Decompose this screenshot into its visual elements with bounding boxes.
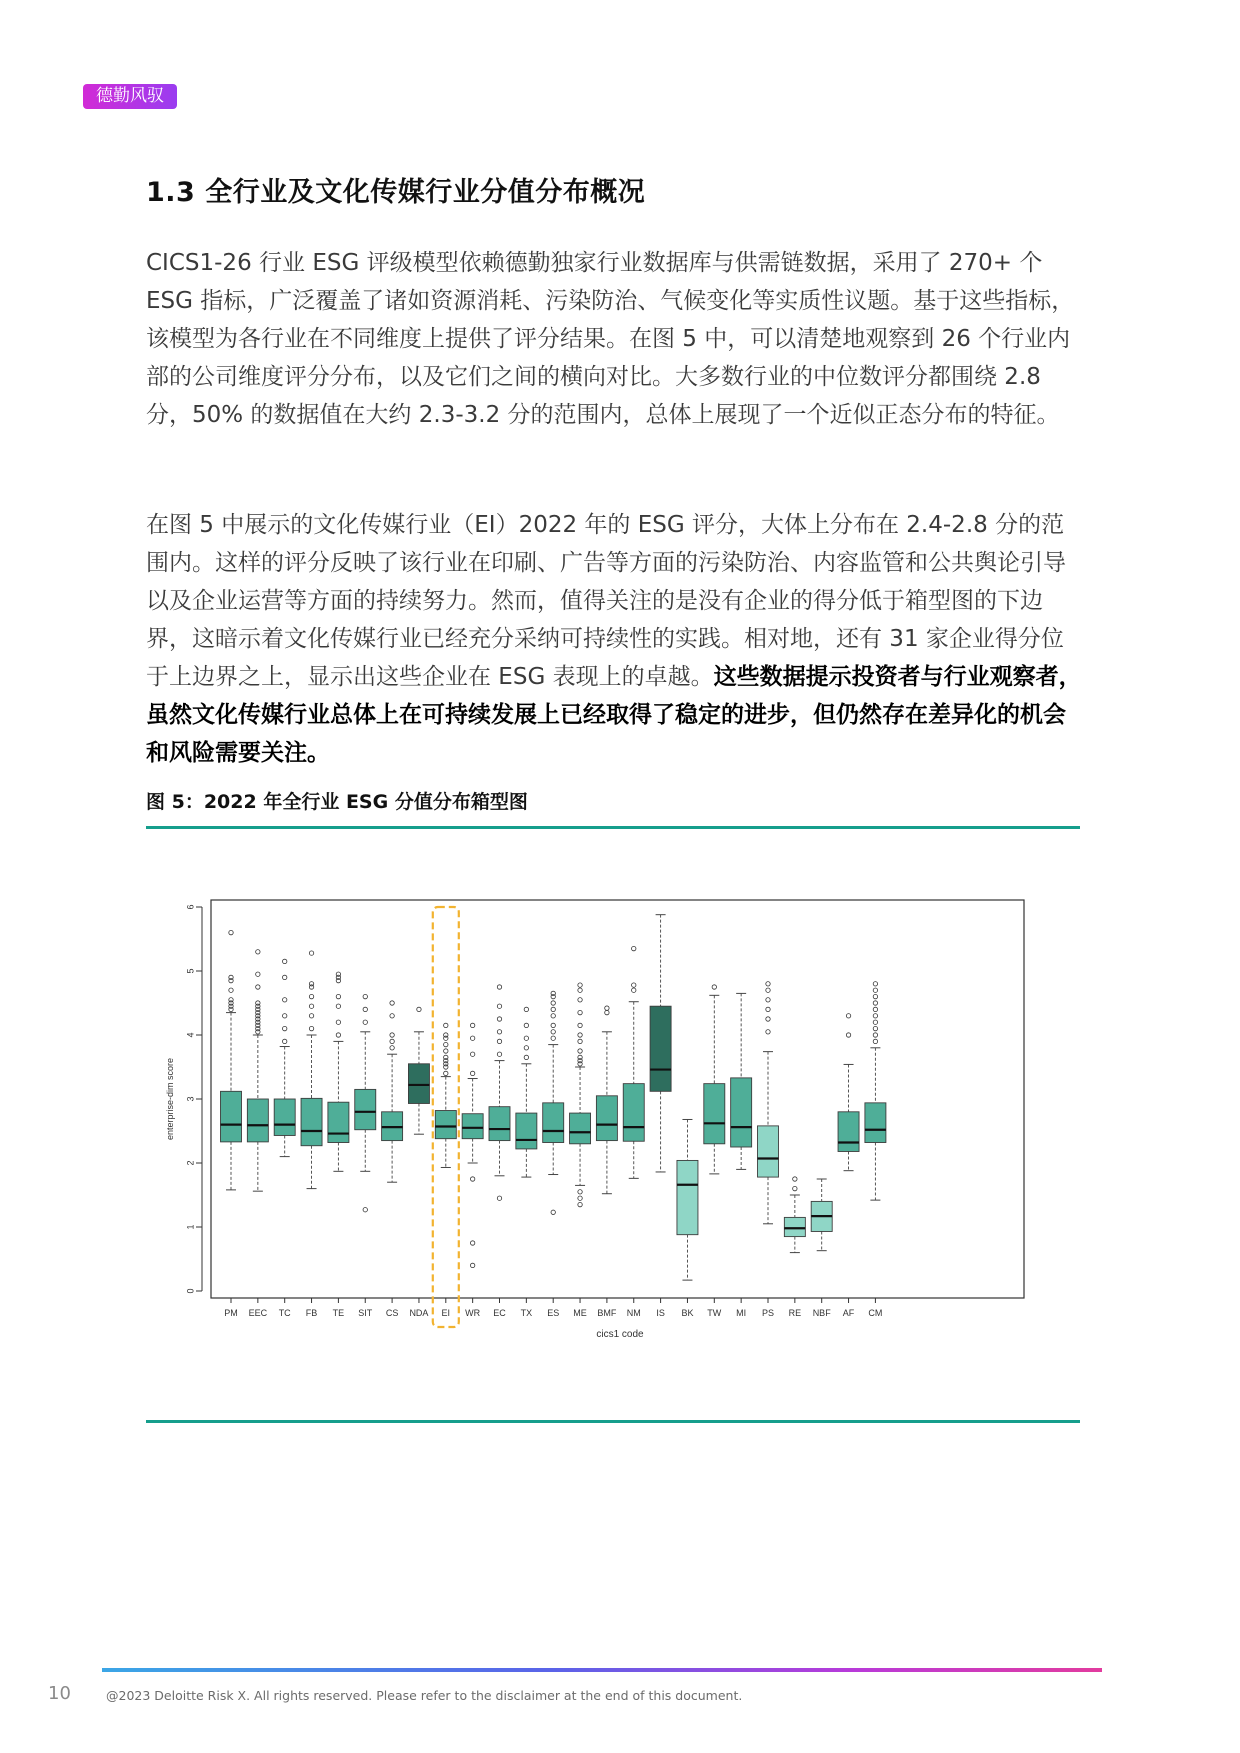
box-is <box>650 915 671 1172</box>
outlier-point <box>363 1020 367 1024</box>
y-tick-label: 0 <box>185 1288 196 1294</box>
outlier-point <box>470 1241 474 1245</box>
outlier-point <box>309 982 313 986</box>
boxplot-series <box>221 907 886 1327</box>
outlier-point <box>309 1004 313 1008</box>
x-tick-label: SIT <box>358 1308 373 1318</box>
outlier-point <box>578 1196 582 1200</box>
outlier-point <box>444 1055 448 1059</box>
outlier-point <box>551 1030 555 1034</box>
outlier-point <box>632 988 636 992</box>
box-me <box>570 983 591 1207</box>
y-tick-label: 4 <box>185 1032 196 1038</box>
box-iqr <box>623 1084 644 1142</box>
outlier-point <box>229 975 233 979</box>
box-cm <box>865 982 886 1201</box>
outlier-point <box>793 1186 797 1190</box>
box-mi <box>731 993 752 1169</box>
y-axis <box>185 904 202 1293</box>
box-nm <box>623 946 644 1178</box>
outlier-point <box>256 950 260 954</box>
section-tag: 德勤风驭 <box>83 84 177 109</box>
outlier-point <box>390 1001 394 1005</box>
outlier-point <box>551 1210 555 1214</box>
box-ps <box>758 982 779 1224</box>
x-tick-label: BMF <box>597 1308 617 1318</box>
outlier-point <box>793 1177 797 1181</box>
box-iqr <box>784 1217 805 1236</box>
outlier-point <box>551 1036 555 1040</box>
box-iqr <box>408 1064 429 1104</box>
copyright-notice: @2023 Deloitte Risk X. All rights reserved. Please refer to the disclaimer at the end of this document. <box>106 1688 743 1703</box>
box-iqr <box>758 1126 779 1177</box>
outlier-point <box>283 1039 287 1043</box>
boxplot-chart <box>140 855 1090 1405</box>
outlier-point <box>524 1055 528 1059</box>
x-tick-label: PM <box>224 1308 238 1318</box>
outlier-point <box>309 994 313 998</box>
box-iqr <box>677 1160 698 1234</box>
box-fb <box>301 951 322 1189</box>
outlier-point <box>363 994 367 998</box>
outlier-point <box>470 1177 474 1181</box>
outlier-point <box>497 1017 501 1021</box>
outlier-point <box>336 972 340 976</box>
outlier-point <box>766 1017 770 1021</box>
y-tick-label: 1 <box>185 1224 196 1230</box>
section-title: 1.3 全行业及文化传媒行业分值分布概况 <box>146 177 646 208</box>
x-tick-label: WR <box>465 1308 481 1318</box>
outlier-point <box>551 1023 555 1027</box>
x-tick-label: AF <box>842 1308 855 1318</box>
x-tick-label: NDA <box>409 1308 429 1318</box>
outlier-point <box>309 951 313 955</box>
outlier-point <box>390 1033 394 1037</box>
outlier-point <box>283 959 287 963</box>
outlier-point <box>578 1202 582 1206</box>
box-wr <box>462 1023 483 1267</box>
outlier-point <box>873 1020 877 1024</box>
outlier-point <box>551 1001 555 1005</box>
box-iqr <box>489 1107 510 1141</box>
outlier-point <box>283 998 287 1002</box>
outlier-point <box>578 1190 582 1194</box>
outlier-point <box>578 1023 582 1027</box>
x-tick-label: TE <box>332 1308 345 1318</box>
box-bmf <box>596 1006 617 1194</box>
outlier-point <box>632 983 636 987</box>
y-axis-label: enterprise-dim score <box>165 1057 175 1141</box>
box-es <box>543 991 564 1214</box>
outlier-point <box>444 1023 448 1027</box>
outlier-point <box>470 1036 474 1040</box>
outlier-point <box>873 1039 877 1043</box>
outlier-point <box>309 1026 313 1030</box>
figure-bottom-rule <box>146 1420 1080 1423</box>
outlier-point <box>873 994 877 998</box>
paragraph-2 <box>146 506 1086 772</box>
box-iqr <box>462 1114 483 1139</box>
outlier-point <box>632 946 636 950</box>
outlier-point <box>766 1007 770 1011</box>
outlier-point <box>229 988 233 992</box>
box-eec <box>247 950 268 1192</box>
outlier-point <box>363 1007 367 1011</box>
box-iqr <box>301 1098 322 1145</box>
outlier-point <box>873 1014 877 1018</box>
outlier-point <box>390 1014 394 1018</box>
y-tick-label: 3 <box>185 1096 196 1102</box>
outlier-point <box>256 985 260 989</box>
outlier-point <box>524 1023 528 1027</box>
y-tick-label: 6 <box>185 904 196 910</box>
box-re <box>784 1177 805 1253</box>
outlier-point <box>283 1014 287 1018</box>
outlier-point <box>524 1046 528 1050</box>
box-iqr <box>247 1099 268 1142</box>
box-nbf <box>811 1179 832 1251</box>
box-pm <box>221 930 242 1189</box>
x-tick-label: FB <box>305 1308 318 1318</box>
box-iqr <box>731 1078 752 1147</box>
x-tick-label: RE <box>788 1308 802 1318</box>
box-tw <box>704 985 725 1174</box>
outlier-point <box>497 1196 501 1200</box>
box-iqr <box>650 1006 671 1091</box>
x-tick-label: EI <box>441 1308 451 1318</box>
outlier-point <box>873 1001 877 1005</box>
x-tick-label: CS <box>385 1308 399 1318</box>
box-iqr <box>274 1099 295 1135</box>
outlier-point <box>873 982 877 986</box>
box-iqr <box>355 1089 376 1129</box>
outlier-point <box>766 982 770 986</box>
figure-caption: 图 5：2022 年全行业 ESG 分值分布箱型图 <box>146 791 528 813</box>
x-tick-label: ME <box>573 1308 587 1318</box>
outlier-point <box>497 985 501 989</box>
box-iqr <box>570 1113 591 1144</box>
outlier-point <box>578 983 582 987</box>
x-tick-label: EEC <box>248 1308 268 1318</box>
box-iqr <box>516 1113 537 1149</box>
box-af <box>838 1014 859 1171</box>
outlier-point <box>712 985 716 989</box>
x-tick-label: EC <box>493 1308 506 1318</box>
box-iqr <box>596 1096 617 1141</box>
outlier-point <box>336 1004 340 1008</box>
outlier-point <box>470 1052 474 1056</box>
outlier-point <box>578 1049 582 1053</box>
outlier-point <box>605 1006 609 1010</box>
outlier-point <box>524 1036 528 1040</box>
outlier-point <box>444 1033 448 1037</box>
outlier-point <box>497 1039 501 1043</box>
x-tick-label: NBF <box>812 1308 831 1318</box>
box-tx <box>516 1007 537 1177</box>
box-nda <box>408 1007 429 1134</box>
x-tick-label: MI <box>736 1308 747 1318</box>
box-tc <box>274 959 295 1156</box>
x-axis <box>224 1298 882 1318</box>
x-tick-label: PS <box>761 1308 775 1318</box>
figure-top-rule <box>146 826 1080 829</box>
outlier-point <box>766 988 770 992</box>
box-iqr <box>838 1112 859 1152</box>
outlier-point <box>873 1033 877 1037</box>
outlier-point <box>417 1007 421 1011</box>
x-tick-label: CM <box>868 1308 883 1318</box>
outlier-point <box>497 1004 501 1008</box>
outlier-point <box>309 1014 313 1018</box>
outlier-point <box>766 998 770 1002</box>
outlier-point <box>578 1039 582 1043</box>
outlier-point <box>605 1010 609 1014</box>
outlier-point <box>283 1026 287 1030</box>
outlier-point <box>551 991 555 995</box>
footer-gradient-line <box>102 1668 1102 1672</box>
outlier-point <box>846 1033 850 1037</box>
outlier-point <box>766 1030 770 1034</box>
box-cs <box>382 1001 403 1182</box>
outlier-point <box>873 1026 877 1030</box>
box-sit <box>355 994 376 1212</box>
outlier-point <box>444 1042 448 1046</box>
box-iqr <box>328 1102 349 1142</box>
x-tick-label: TC <box>278 1308 291 1318</box>
x-tick-label: BK <box>681 1308 694 1318</box>
box-iqr <box>543 1103 564 1143</box>
x-tick-label: IS <box>656 1308 665 1318</box>
outlier-point <box>363 1208 367 1212</box>
outlier-point <box>283 975 287 979</box>
box-ei <box>435 1023 456 1167</box>
outlier-point <box>470 1071 474 1075</box>
y-tick-label: 2 <box>185 1160 196 1166</box>
box-te <box>328 972 349 1171</box>
page-number: 10 <box>48 1683 71 1704</box>
outlier-point <box>229 930 233 934</box>
paragraph-1: CICS1-26 行业 ESG 评级模型依赖德勤独家行业数据库与供需链数据，采用了 270+ 个 ESG 指标，广泛覆盖了诸如资源消耗、污染防治、气候变化等实质性议题。基于这些指标，该模型为各行业在不同维度上提供了评分结果。在图 5 中，可以清楚地观察到 26 个行业内部的公司维度评分分布，以及它们之间的横向对比。大多数行业的中位数评分都围绕 2.8 分，50% 的数据值在大约 2.3-3.2 分的范围内，总体上展现了一个近似正态分布的特征。 <box>146 250 1075 428</box>
outlier-point <box>470 1263 474 1267</box>
outlier-point <box>551 1007 555 1011</box>
paragraph-2-bold-text: 这些数据提示投资者与行业观察者，虽然文化传媒行业总体上在可持续发展上已经取得了稳定的进步，但仍然存在差异化的机会和风险需要关注。 <box>146 664 1082 766</box>
x-tick-label: TW <box>707 1308 722 1318</box>
outlier-point <box>497 1030 501 1034</box>
outlier-point <box>390 1039 394 1043</box>
y-tick-label: 5 <box>185 968 196 974</box>
outlier-point <box>578 998 582 1002</box>
outlier-point <box>336 1020 340 1024</box>
outlier-point <box>524 1007 528 1011</box>
x-tick-label: TX <box>520 1308 533 1318</box>
box-iqr <box>704 1084 725 1144</box>
outlier-point <box>444 1049 448 1053</box>
box-iqr <box>865 1103 886 1143</box>
outlier-point <box>229 998 233 1002</box>
outlier-point <box>390 1046 394 1050</box>
outlier-point <box>873 1007 877 1011</box>
box-iqr <box>221 1091 242 1142</box>
outlier-point <box>578 1010 582 1014</box>
box-ec <box>489 985 510 1201</box>
x-tick-label: NM <box>626 1308 641 1318</box>
outlier-point <box>578 1033 582 1037</box>
outlier-point <box>336 994 340 998</box>
outlier-point <box>873 988 877 992</box>
outlier-point <box>578 1055 582 1059</box>
outlier-point <box>336 1033 340 1037</box>
outlier-point <box>256 1001 260 1005</box>
box-bk <box>677 1119 698 1280</box>
outlier-point <box>578 988 582 992</box>
paragraph-2-text: 在图 5 中展示的文化传媒行业（EI）2022 年的 ESG 评分，大体上分布在 2.4-2.8 分的范围内。这样的评分反映了该行业在印刷、广告等方面的污染防治、内容监管和公共舆论引导以及企业运营等方面的持续努力。然而，值得关注的是没有企业的得分低于箱型图的下边界，这暗示着文化传媒行业已经充分采纳可持续性的实践。相对地，还有 31 家企业得分位于上边界之上，显示出这些企业在 ESG 表现上的卓越。 <box>146 512 1066 690</box>
outlier-point <box>497 1052 501 1056</box>
outlier-point <box>256 972 260 976</box>
outlier-point <box>444 1071 448 1075</box>
outlier-point <box>846 1014 850 1018</box>
box-iqr <box>435 1111 456 1139</box>
outlier-point <box>470 1023 474 1027</box>
x-axis-label: cics1 code <box>596 1329 644 1340</box>
outlier-point <box>551 1014 555 1018</box>
x-tick-label: ES <box>547 1308 560 1318</box>
